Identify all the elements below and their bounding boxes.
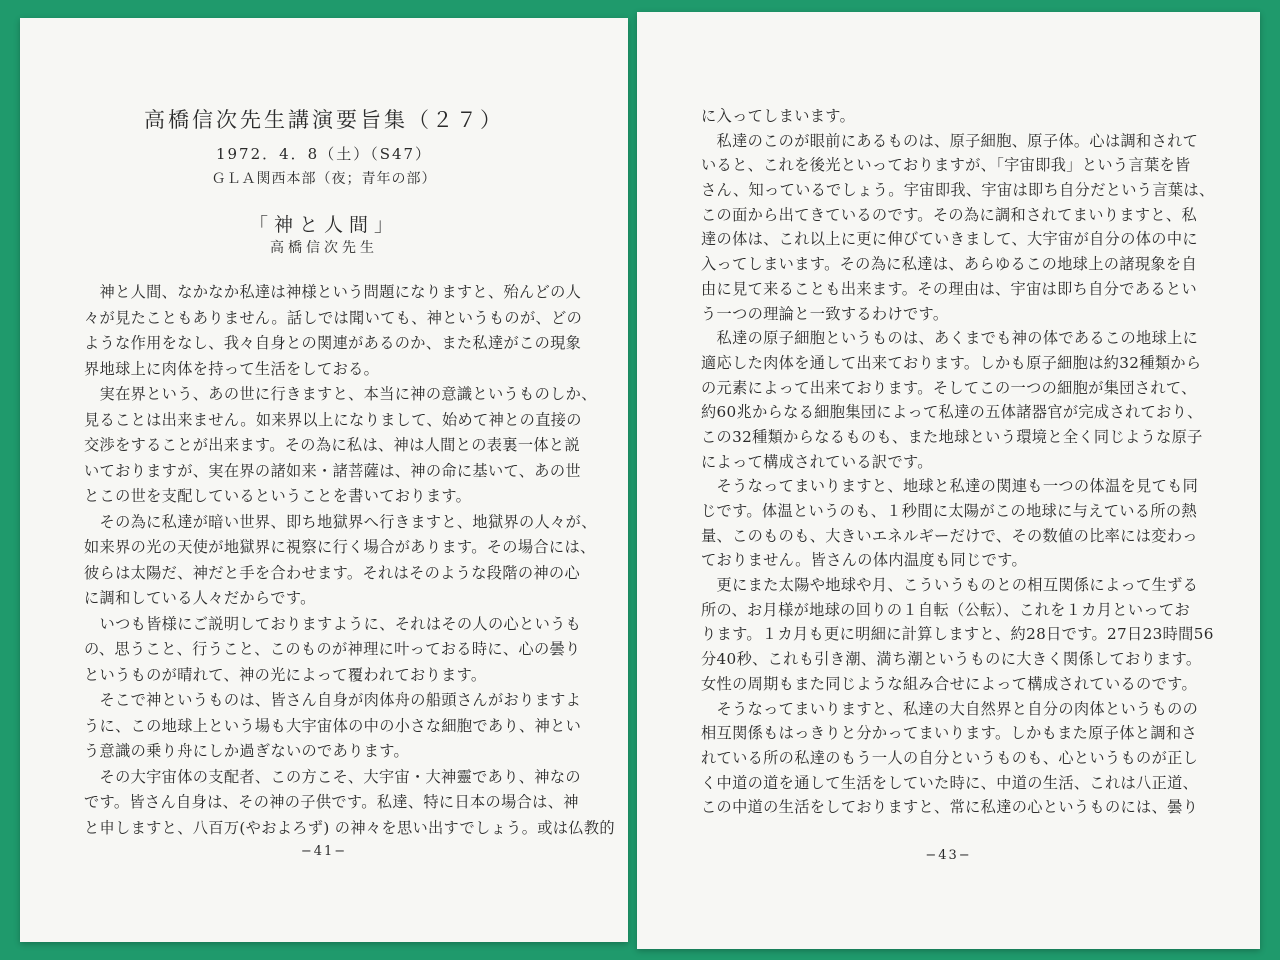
text-line: 界地球上に肉体を持って生活をしておる。 <box>84 359 380 378</box>
text-line: 如来界の光の天使が地獄界に視察に行く場合があります。その場合には、 <box>84 538 596 556</box>
text-line: う一つの理論と一致するわけです。 <box>701 304 949 323</box>
lecture-date: 1972．4．8（土）（S47） <box>215 145 433 163</box>
right-body-text <box>701 104 1215 820</box>
text-line: く中道の道を通して生活をしていた時に、中道の生活、これは八正道、 <box>701 773 1199 792</box>
text-line: うに、この地球上という場も大宇宙体の中の小さな細胞であり、神とい <box>84 716 582 735</box>
text-line: です。皆さん自身は、その神の子供です。私達、特に日本の場合は、神 <box>84 793 579 811</box>
text-line: いると、これを後光といっておりますが、「宇宙即我」という言葉を皆 <box>701 156 1191 175</box>
text-line: その為に私達が暗い世界、即ち地獄界へ行きますと、地獄界の人々が、 <box>84 512 597 531</box>
text-line: 更にまた太陽や地球や月、こういうものとの相互関係によって生ずる <box>701 576 1199 595</box>
text-line: その大宇宙体の支配者、この方こそ、大宇宙・大神靈であり、神なの <box>84 767 581 786</box>
text-line: というものが晴れて、神の光によって覆われております。 <box>84 665 487 684</box>
text-line: 々が見たこともありません。話しでは聞いても、神というものが、どの <box>84 308 583 327</box>
text-line: 女性の周期もまた同じような組み合せによって構成されているのです。 <box>701 674 1197 693</box>
text-line: 私達の原子細胞というものは、あくまでも神の体であるこの地球上に <box>701 329 1199 348</box>
text-line: う意識の乗り舟にしか過ぎないのであります。 <box>84 742 410 760</box>
text-line: の、思うこと、行うこと、このものが神理に叶っておる時に、心の曇り <box>84 640 581 658</box>
left-page <box>20 18 628 942</box>
text-line: いつも皆様にご説明しておりますように、それはその人の心というも <box>84 614 582 633</box>
text-line: 約60兆からなる細胞集団によって私達の五体諸器官が完成されており、 <box>701 403 1203 422</box>
page-number: −43− <box>925 848 972 863</box>
text-line: さん、知っているでしょう。宇宙即我、宇宙は即ち自分だという言葉は、 <box>701 181 1215 200</box>
text-line: 交渉をすることが出来ます。その為に私は、神は人間との表裏一体と説 <box>84 436 580 454</box>
text-line: いておりますが、実在界の諸如来・諸菩薩は、神の命に基いて、あの世 <box>84 461 581 480</box>
right-page <box>637 12 1260 949</box>
lecture-title: 「神と人間」 <box>248 214 399 236</box>
text-line: 由に見て来ることも出来ます。その理由は、宇宙は即ち自分であるとい <box>701 279 1197 298</box>
text-line: 見ることは出来ません。如来界以上になりまして、始めて神との直接の <box>84 410 582 429</box>
text-line: と申しますと、八百万(やおよろず) の神々を思い出すでしょう。或は仏教的 <box>84 818 615 837</box>
page-number: −41− <box>300 844 348 859</box>
text-line: 神と人間、なかなか私達は神様という問題になりますと、殆んどの人 <box>84 283 582 301</box>
left-body-text <box>84 280 615 841</box>
text-line: そうなってまいりますと、私達の大自然界と自分の肉体というものの <box>701 699 1199 718</box>
text-line: 分40秒、これも引き潮、満ち潮というものに大きく関係しております。 <box>701 650 1202 669</box>
collection-title: 高橋信次先生講演要旨集（２７） <box>144 108 504 132</box>
text-line: 所の、お月様が地球の回りの１自転（公転）、これを１カ月といってお <box>701 600 1190 619</box>
text-line: とこの世を支配しているということを書いております。 <box>84 487 472 505</box>
text-line: 達の体は、これ以上に更に伸びていきまして、大宇宙が自分の体の中に <box>701 230 1198 249</box>
text-line: そうなってまいりますと、地球と私達の関連も一つの体温を見ても同 <box>701 477 1199 496</box>
text-line: によって構成されている訳です。 <box>701 452 933 471</box>
text-line: 適応した肉体を通して出来ております。しかも原子細胞は約32種類から <box>701 353 1202 372</box>
text-line: に調和している人々だからです。 <box>84 589 316 607</box>
text-line: ります。１カ月も更に明細に計算しますと、約28日です。27日23時間56 <box>701 625 1214 644</box>
text-line: ような作用をなし、我々自身との関連があるのか、また私達がこの現象 <box>84 334 582 352</box>
author-name: 高橋信次先生 <box>270 240 378 256</box>
text-line: この中道の生活をしておりますと、常に私達の心というものには、曇り <box>701 798 1199 817</box>
text-line: そこで神というものは、皆さん自身が肉体舟の船頭さんがおりますよ <box>84 691 582 709</box>
text-line: に入ってしまいます。 <box>701 107 856 125</box>
text-line: じです。体温というのも、１秒間に太陽がこの地球に与えている所の熱 <box>701 502 1197 520</box>
text-line: 実在界という、あの世に行きますと、本当に神の意識というものしか、 <box>84 385 597 403</box>
text-line: この面から出てきているのです。その為に調和されてまいりますと、私 <box>701 205 1197 224</box>
text-line: ておりません。皆さんの体内温度も同じです。 <box>701 551 1027 570</box>
text-line: 相互関係もはっきりと分かってまいります。しかもまた原子体と調和さ <box>701 724 1197 743</box>
text-line: 量、このものも、大きいエネルギーだけで、その数値の比率には変わっ <box>701 526 1198 545</box>
text-line: れている所の私達のもう一人の自分というものも、心というものが正し <box>701 748 1199 767</box>
lecture-venue: ＧＬＡ関西本部（夜；青年の部） <box>211 171 437 187</box>
text-line: この32種類からなるものも、また地球という環境と全く同じような原子 <box>701 427 1203 446</box>
text-line: 私達のこのが眼前にあるものは、原子細胞、原子体。心は調和されて <box>701 131 1199 150</box>
text-line: 彼らは太陽だ、神だと手を合わせます。それはそのような段階の神の心 <box>84 563 580 582</box>
text-line: 入ってしまいます。その為に私達は、あらゆるこの地球上の諸現象を自 <box>701 255 1197 274</box>
text-line: の元素によって出来ております。そしてこの一つの細胞が集団されて、 <box>701 378 1197 397</box>
